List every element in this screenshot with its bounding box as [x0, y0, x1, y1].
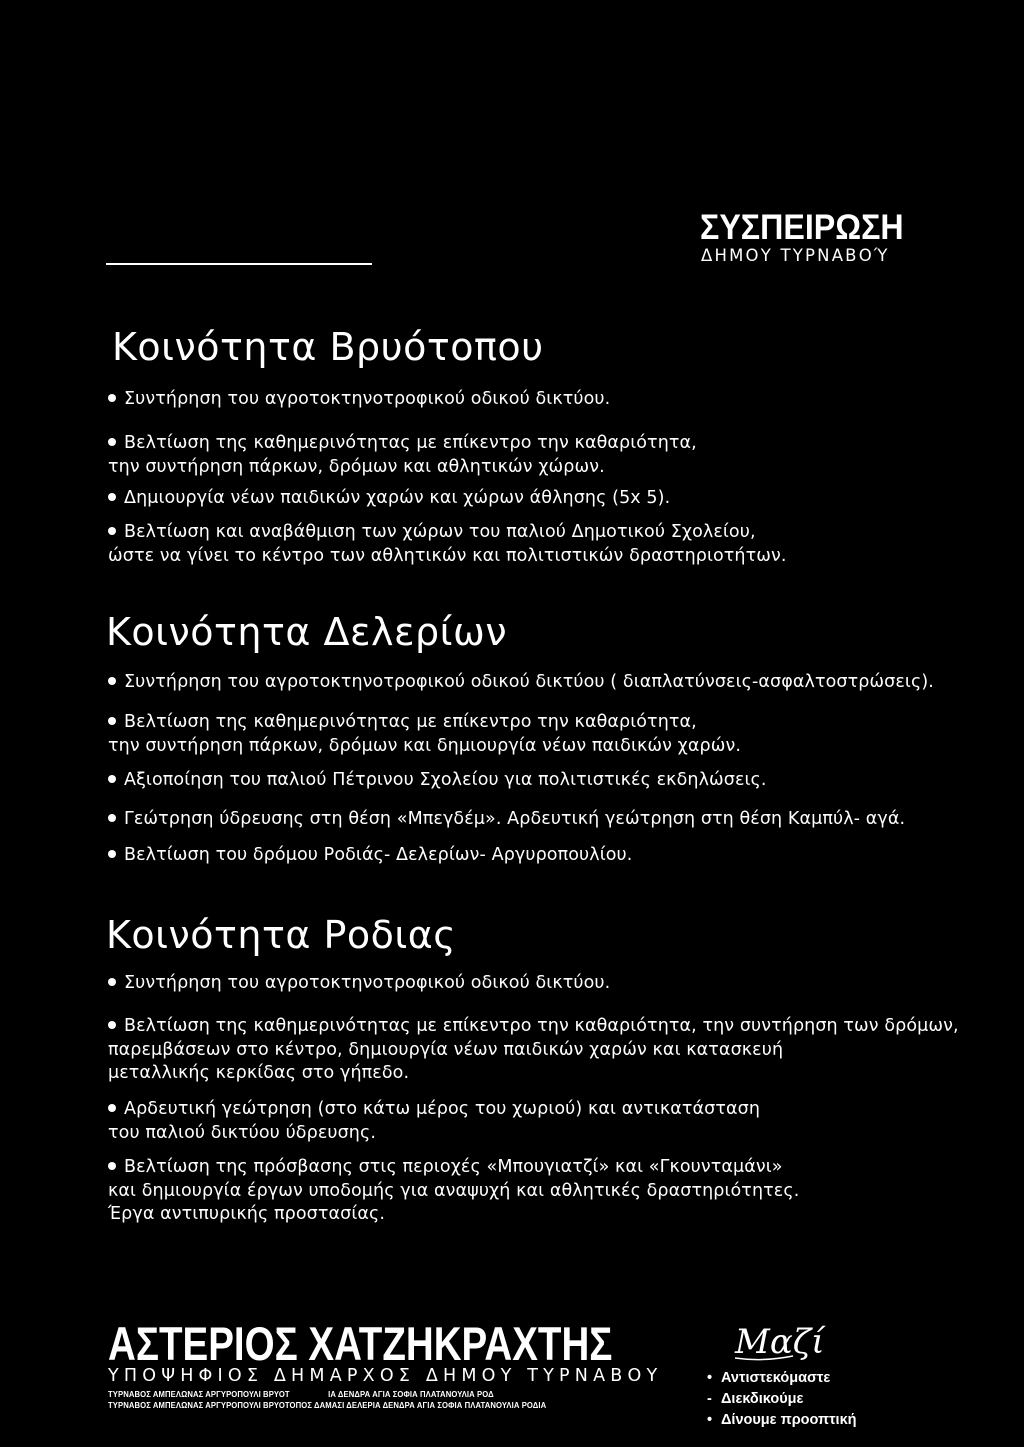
slogan-item: - Διεκδικούμε — [707, 1391, 804, 1407]
list-item: Συντήρηση του αγροτοκτηνοτροφικού οδικού δικτύου. — [108, 972, 610, 996]
brand-title: ΣΥΣΠΕΙΡΩΣΗ — [700, 208, 904, 247]
bullet-icon — [108, 1104, 116, 1112]
header-divider-line — [106, 263, 372, 265]
list-item: Βελτίωση και αναβάθμιση των χώρων του παλιού Δημοτικού Σχολείου, ώστε να γίνει το κέντρο των αθλητικών και πολιτιστικών δραστηριοτήτων. — [108, 522, 787, 566]
mazi-logo-text: Μαζί — [735, 1322, 825, 1362]
bullet-icon — [108, 775, 116, 783]
mazi-logo — [733, 1318, 833, 1368]
list-item: Αρδευτική γεώτρηση (στο κάτω μέρος του χωριού) και αντικατάσταση του παλιού δικτύου ύδρευσης. — [108, 1099, 761, 1143]
list-item: Βελτίωση του δρόμου Ροδιάς- Δελερίων- Αργυροπουλίου. — [108, 844, 632, 868]
list-item: Βελτίωση της καθημερινότητας με επίκεντρο την καθαριότητα, την συντήρηση των δρόμων, παρεμβάσεων στο κέντρο, δημιουργία νέων παιδικών χαρών και κατασκευή μεταλλικής κερκίδας στο γήπεδο. — [108, 1016, 959, 1083]
list-item: Αξιοποίηση του παλιού Πέτρινου Σχολείου για πολιτιστικές εκδηλώσεις. — [108, 769, 767, 793]
communities-line-1: ΤΥΡΝΑΒΟΣ ΑΜΠΕΛΩΝΑΣ ΑΡΓΥΡΟΠΟΥΛΙ ΒΡΥΟΤ ΙΑ ΔΕΝΔΡΑ ΑΓΙΑ ΣΟΦΙΑ ΠΛΑΤΑΝΟΥΛΙΑ ΡΟΔ — [108, 1390, 494, 1399]
bullet-icon — [108, 850, 116, 858]
slogan-item: • Αντιστεκόμαστε — [707, 1370, 831, 1386]
bullet-icon — [108, 814, 116, 822]
bullet-icon — [108, 978, 116, 986]
section-title-rodias: Κοινότητα Ροδιας — [106, 913, 457, 957]
section-title-delerion: Κοινότητα Δελερίων — [106, 610, 508, 654]
bullet-icon — [108, 394, 116, 402]
bullet-icon — [108, 1021, 116, 1029]
slogans — [707, 1368, 857, 1431]
bullet-icon — [108, 527, 116, 535]
communities-line-2: ΤΥΡΝΑΒΟΣ ΑΜΠΕΛΩΝΑΣ ΑΡΓΥΡΟΠΟΥΛΙ ΒΡΥΟΤΟΠΟΣ ΔΑΜΑΣΙ ΔΕΛΕΡΙΑ ΔΕΝΔΡΑ ΑΓΙΑ ΣΟΦΙΑ ΠΛΑΤΑΝΟΥΛΙΑ ΡΟΔΙΑ — [108, 1401, 547, 1410]
candidate-role: ΥΠΟΨΗΦΙΟΣ ΔΗΜΑΡΧΟΣ ΔΗΜΟΥ ΤΥΡΝΑΒΟΥ — [108, 1366, 663, 1386]
bullet-icon — [108, 1162, 116, 1170]
list-item: Βελτίωση της καθημερινότητας με επίκεντρο την καθαριότητα, την συντήρηση πάρκων, δρόμων και αθλητικών χώρων. — [108, 433, 697, 477]
list-item: Βελτίωση της καθημερινότητας με επίκεντρο την καθαριότητα, την συντήρηση πάρκων, δρόμων και δημιουργία νέων παιδικών χαρών. — [108, 712, 742, 756]
list-item: Δημιουργία νέων παιδικών χαρών και χώρων άθλησης (5x 5). — [108, 487, 670, 511]
section-title-vryotopou: Κοινότητα Βρυότοπου — [112, 325, 544, 369]
slogan-item: • Δίνουμε προοπτική — [707, 1412, 857, 1428]
candidate-name: ΑΣΤΕΡΙΟΣ ΧΑΤΖΗΚΡΑΧΤΗΣ — [108, 1317, 613, 1370]
bullet-icon — [108, 677, 116, 685]
bullet-icon — [108, 438, 116, 446]
list-item: Βελτίωση της πρόσβασης στις περιοχές «Μπουγιατζί» και «Γκουνταμάνι» και δημιουργία έργων υποδομής για αναψυχή και αθλητικές δραστηριότητες. Έργα αντιπυρικής προστασίας. — [108, 1157, 800, 1224]
list-item: Συντήρηση του αγροτοκτηνοτροφικού οδικού δικτύου. — [108, 388, 610, 412]
bullet-icon — [108, 493, 116, 501]
brand-subtitle: ΔΗΜΟΥ ΤΥΡΝΑΒΟΎ — [701, 246, 890, 265]
bullet-icon — [108, 717, 116, 725]
list-item: Συντήρηση του αγροτοκτηνοτροφικού οδικού δικτύου ( διαπλατύνσεις-ασφαλτοστρώσεις). — [108, 671, 934, 695]
list-item: Γεώτρηση ύδρευσης στη θέση «Μπεγδέμ». Αρδευτική γεώτρηση στη θέση Καμπύλ- αγά. — [108, 808, 905, 832]
